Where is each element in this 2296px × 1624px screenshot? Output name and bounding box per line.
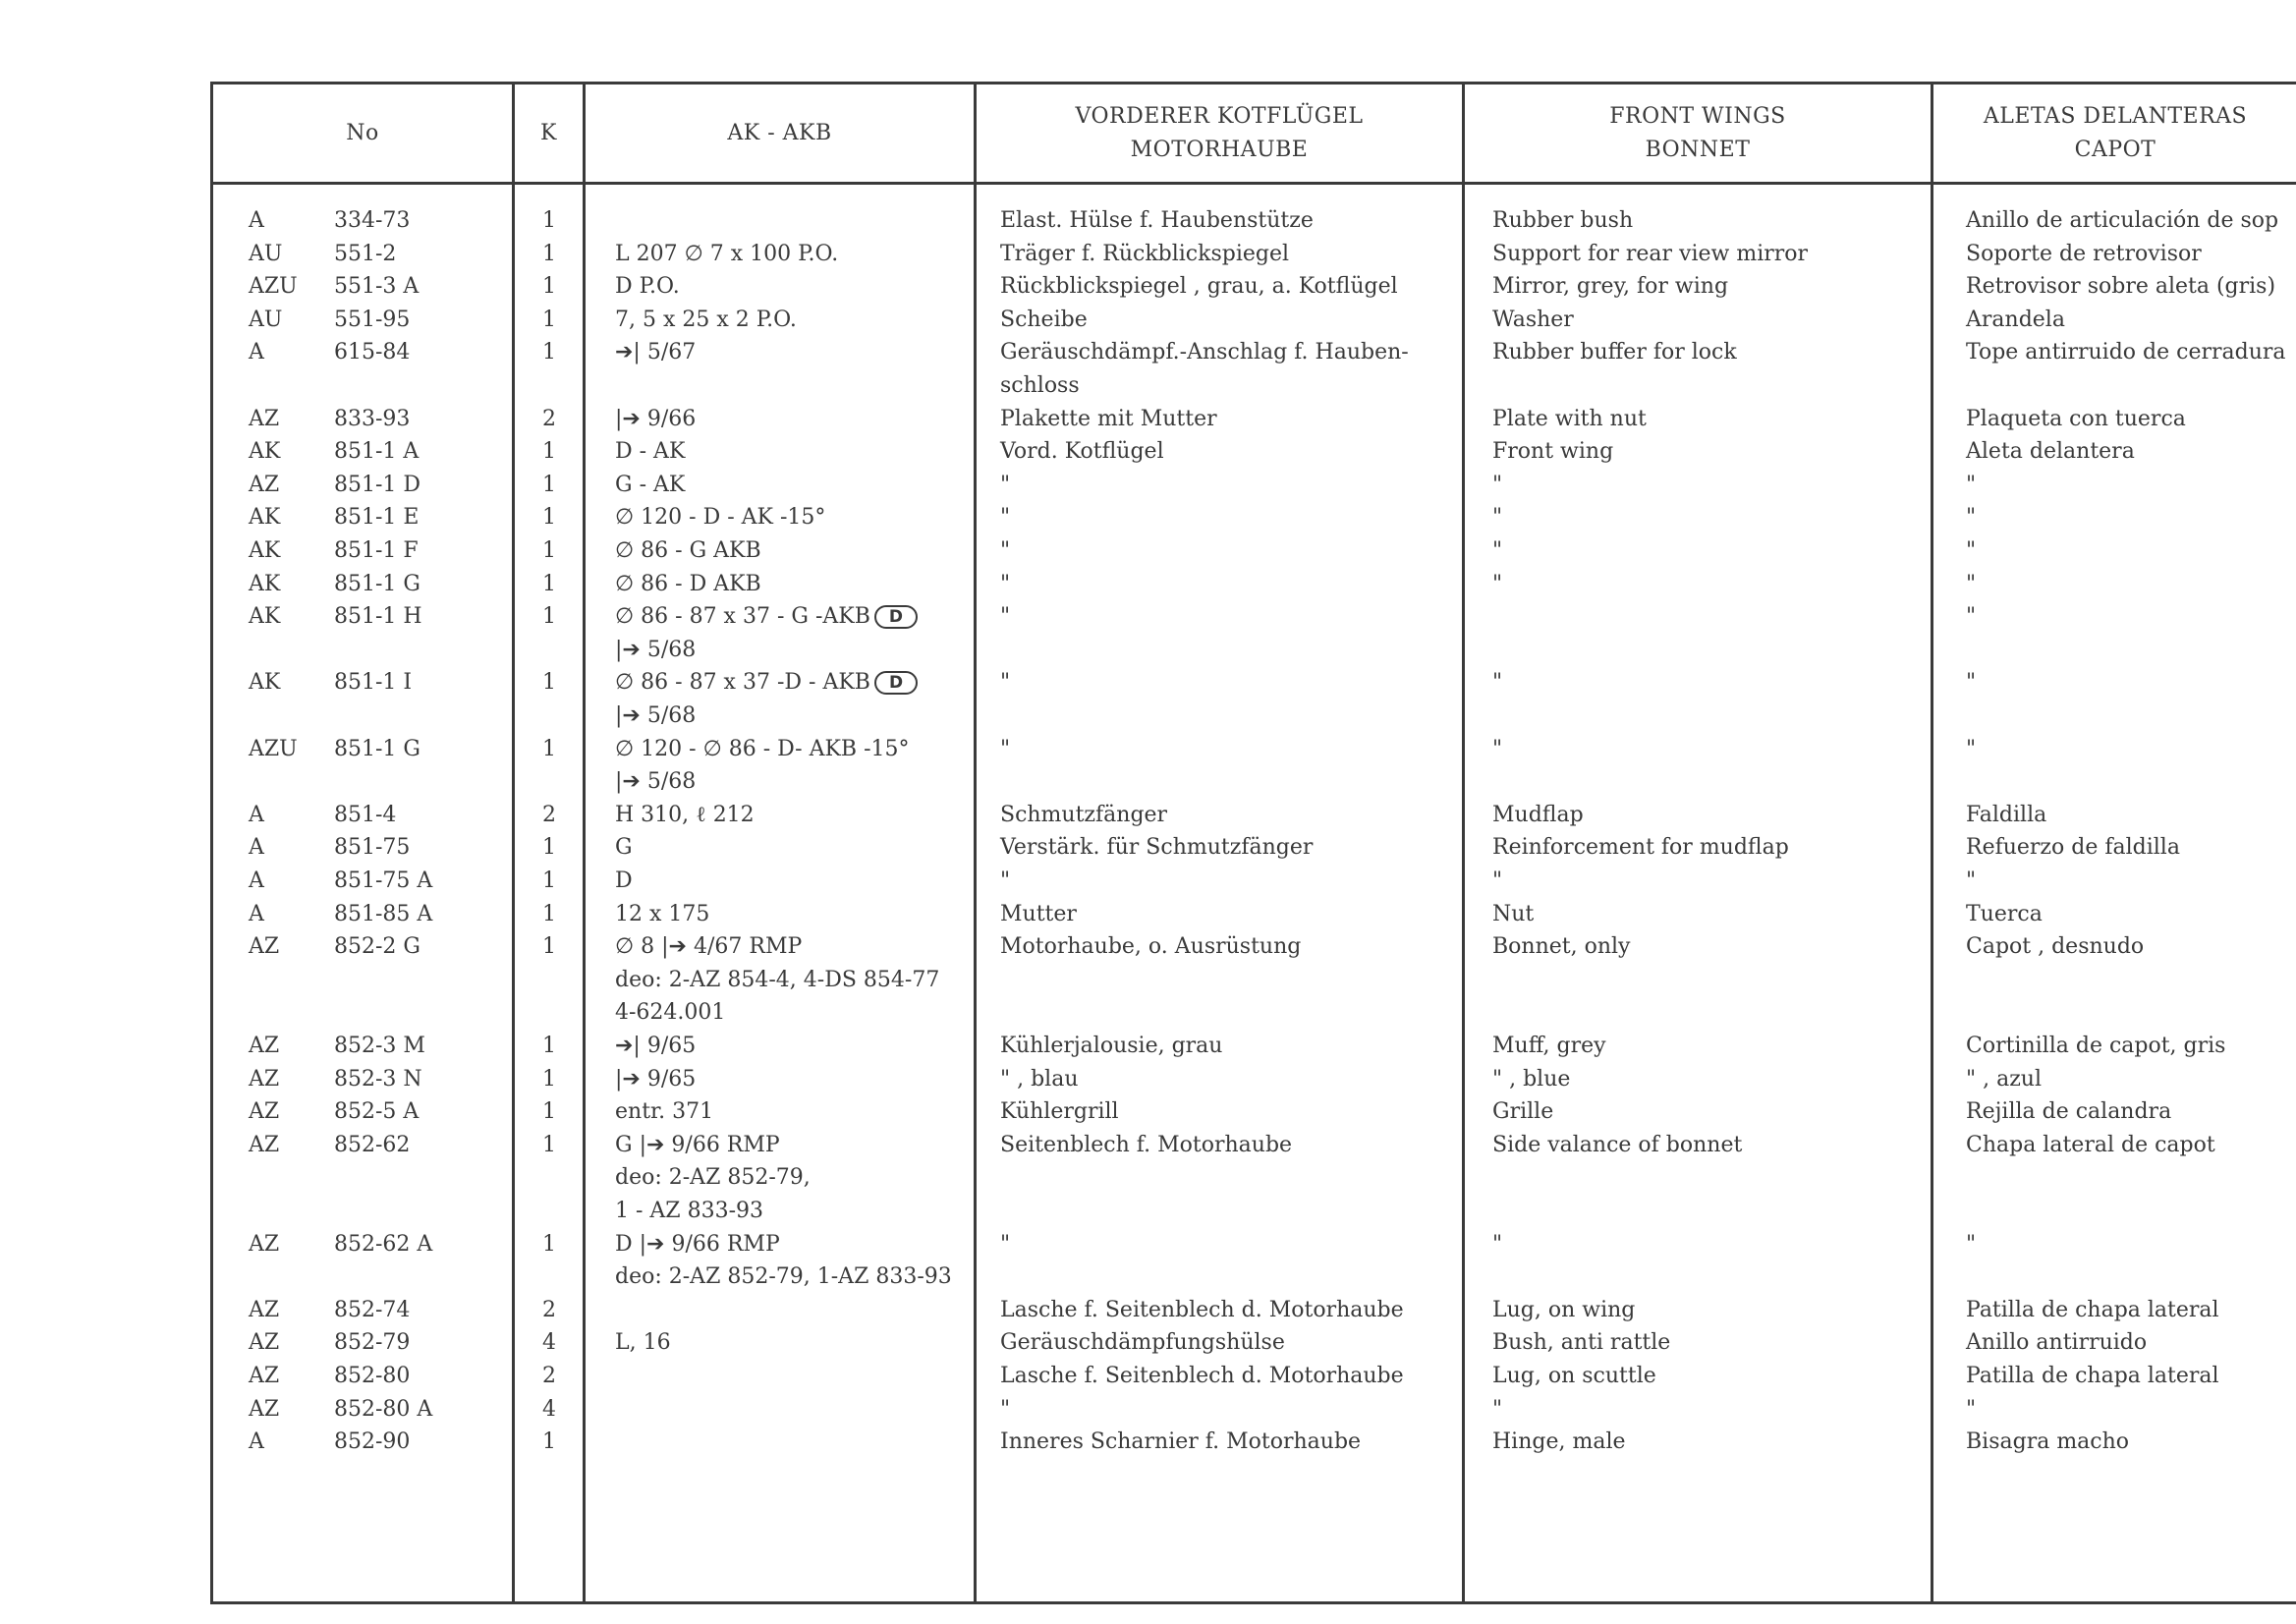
part-number: 851-1 A — [334, 439, 420, 465]
description-german: " — [1000, 868, 1011, 893]
part-prefix: A — [249, 1429, 264, 1455]
part-number: 551-2 — [334, 241, 397, 266]
column-divider — [512, 82, 515, 1604]
description-spanish: Chapa lateral de capot — [1966, 1132, 2215, 1157]
description-spanish: Cortinilla de capot, gris — [1966, 1034, 2226, 1058]
column-divider — [974, 82, 977, 1604]
ak-akb-spec: ➔| 9/65 — [615, 1034, 697, 1058]
description-english: Grille — [1492, 1099, 1554, 1125]
part-prefix: AZ — [249, 472, 280, 497]
quantity: 2 — [542, 802, 556, 827]
part-number: 851-1 E — [334, 505, 420, 531]
part-prefix: A — [249, 835, 264, 861]
part-prefix: AZ — [249, 934, 280, 960]
description-spanish: " — [1966, 670, 1977, 696]
part-number: 334-73 — [334, 208, 411, 233]
part-number: 615-84 — [334, 340, 411, 365]
part-number: 851-75 — [334, 835, 411, 861]
description-english: Lug, on wing — [1492, 1297, 1636, 1322]
part-number: 851-4 — [334, 802, 397, 827]
description-spanish: Bisagra macho — [1966, 1429, 2130, 1455]
description-german: " — [1000, 1231, 1011, 1257]
quantity: 1 — [542, 208, 556, 233]
quantity: 1 — [542, 868, 556, 893]
description-english: " , blue — [1492, 1066, 1571, 1092]
ak-akb-spec: 1 - AZ 833-93 — [615, 1199, 764, 1223]
part-number: 852-5 A — [334, 1099, 420, 1125]
quantity: 1 — [542, 274, 556, 300]
description-spanish: " — [1966, 1231, 1977, 1257]
description-german: Vord. Kotflügel — [1000, 439, 1164, 465]
part-number: 851-85 A — [334, 901, 433, 926]
description-spanish: Plaqueta con tuerca — [1966, 406, 2186, 431]
part-prefix: AZ — [249, 1330, 280, 1356]
header-german: VORDERER KOTFLÜGEL MOTORHAUBE — [1075, 103, 1364, 162]
description-german: Geräuschdämpfungshülse — [1000, 1330, 1285, 1356]
variant-badge: D — [874, 605, 918, 629]
quantity: 1 — [542, 307, 556, 332]
ak-akb-spec: 4-624.001 — [615, 1000, 726, 1026]
part-number: 852-3 N — [334, 1066, 422, 1092]
description-german: schloss — [1000, 373, 1080, 398]
quantity: 1 — [542, 439, 556, 465]
ak-akb-spec: G |➔ 9/66 RMP — [615, 1132, 780, 1157]
quantity: 1 — [542, 241, 556, 266]
ak-akb-spec: entr. 371 — [615, 1099, 714, 1125]
description-english: " — [1492, 1231, 1503, 1257]
quantity: 1 — [542, 835, 556, 861]
quantity: 4 — [542, 1330, 556, 1356]
ak-akb-spec: deo: 2-AZ 852-79, — [615, 1165, 811, 1191]
description-spanish: Arandela — [1966, 307, 2065, 332]
part-number: 851-1 H — [334, 604, 422, 630]
part-prefix: AZ — [249, 1297, 280, 1322]
description-spanish: Capot , desnudo — [1966, 934, 2145, 960]
description-spanish: " — [1966, 505, 1977, 531]
quantity: 1 — [542, 472, 556, 497]
part-number: 833-93 — [334, 406, 411, 431]
description-german: " — [1000, 538, 1011, 563]
header-k: K — [540, 120, 557, 145]
description-german: Träger f. Rückblickspiegel — [1000, 241, 1290, 266]
description-german: Lasche f. Seitenblech d. Motorhaube — [1000, 1364, 1404, 1388]
part-prefix: A — [249, 340, 264, 365]
ak-akb-spec: deo: 2-AZ 852-79, 1-AZ 833-93 — [615, 1264, 952, 1290]
header-no: No — [346, 120, 379, 145]
description-english: Muff, grey — [1492, 1034, 1606, 1058]
ak-akb-spec: ∅ 86 - G AKB — [615, 538, 761, 563]
description-english: Rubber buffer for lock — [1492, 340, 1737, 365]
description-german: " — [1000, 1396, 1011, 1422]
part-number: 852-3 M — [334, 1034, 425, 1058]
quantity: 1 — [542, 934, 556, 960]
part-number: 851-1 I — [334, 670, 413, 696]
description-english: Support for rear view mirror — [1492, 241, 1809, 266]
description-spanish: Faldilla — [1966, 802, 2047, 827]
ak-akb-spec: ∅ 86 - 87 x 37 -D - AKB D — [615, 668, 918, 698]
part-prefix: A — [249, 868, 264, 893]
part-prefix: AU — [249, 307, 283, 332]
quantity: 2 — [542, 1297, 556, 1322]
description-german: Rückblickspiegel , grau, a. Kotflügel — [1000, 274, 1398, 300]
description-spanish: " — [1966, 604, 1977, 630]
description-spanish: " — [1966, 538, 1977, 563]
description-german: " — [1000, 571, 1011, 596]
description-spanish: " — [1966, 472, 1977, 497]
description-german: Scheibe — [1000, 307, 1088, 332]
description-spanish: Tuerca — [1966, 901, 2043, 926]
part-prefix: AZ — [249, 1231, 280, 1257]
description-german: Schmutzfänger — [1000, 802, 1168, 827]
quantity: 1 — [542, 571, 556, 596]
quantity: 2 — [542, 1364, 556, 1388]
description-spanish: Aleta delantera — [1966, 439, 2135, 465]
quantity: 1 — [542, 538, 556, 563]
description-english: Bonnet, only — [1492, 934, 1631, 960]
description-german: Mutter — [1000, 901, 1077, 926]
column-divider — [1931, 82, 1933, 1604]
header-english: FRONT WINGS BONNET — [1609, 103, 1786, 162]
quantity: 1 — [542, 340, 556, 365]
description-spanish: Refuerzo de faldilla — [1966, 835, 2180, 861]
description-english: " — [1492, 571, 1503, 596]
ak-akb-spec: 12 x 175 — [615, 901, 710, 926]
ak-akb-spec: ➔| 5/67 — [615, 340, 697, 365]
ak-akb-spec: D |➔ 9/66 RMP — [615, 1231, 780, 1257]
quantity: 1 — [542, 1066, 556, 1092]
part-number: 852-2 G — [334, 934, 420, 960]
description-english: " — [1492, 472, 1503, 497]
part-prefix: AZ — [249, 1132, 280, 1157]
ak-akb-spec: G — [615, 835, 633, 861]
quantity: 1 — [542, 736, 556, 761]
quantity: 1 — [542, 505, 556, 531]
description-english: Hinge, male — [1492, 1429, 1626, 1455]
part-prefix: AZU — [249, 274, 298, 300]
part-number: 852-79 — [334, 1330, 411, 1356]
description-english: Mudflap — [1492, 802, 1584, 827]
description-spanish: " — [1966, 868, 1977, 893]
description-german: Motorhaube, o. Ausrüstung — [1000, 934, 1302, 960]
quantity: 1 — [542, 1132, 556, 1157]
part-prefix: AU — [249, 241, 283, 266]
part-number: 852-74 — [334, 1297, 411, 1322]
part-prefix: AZ — [249, 1099, 280, 1125]
part-prefix: AK — [249, 505, 281, 531]
description-german: Lasche f. Seitenblech d. Motorhaube — [1000, 1297, 1404, 1322]
part-number: 852-80 A — [334, 1396, 433, 1422]
part-number: 551-3 A — [334, 274, 420, 300]
part-number: 851-1 G — [334, 736, 420, 761]
ak-akb-spec: |➔ 9/66 — [615, 406, 697, 431]
column-divider — [1462, 82, 1465, 1604]
description-english: Reinforcement for mudflap — [1492, 835, 1789, 861]
description-spanish: Tope antirruido de cerradura — [1966, 340, 2286, 365]
description-spanish: Patilla de chapa lateral — [1966, 1364, 2219, 1388]
part-number: 851-1 D — [334, 472, 421, 497]
ak-akb-spec: ∅ 120 - D - AK -15° — [615, 505, 826, 531]
ak-akb-spec: D - AK — [615, 439, 686, 465]
part-prefix: AZ — [249, 406, 280, 431]
description-english: " — [1492, 1396, 1503, 1422]
variant-badge: D — [874, 671, 918, 695]
ak-akb-spec: L, 16 — [615, 1330, 671, 1356]
description-english: " — [1492, 736, 1503, 761]
ak-akb-spec: ∅ 120 - ∅ 86 - D- AKB -15° — [615, 736, 910, 761]
description-english: Mirror, grey, for wing — [1492, 274, 1729, 300]
part-prefix: AK — [249, 439, 281, 465]
part-prefix: A — [249, 802, 264, 827]
ak-akb-spec: |➔ 5/68 — [615, 769, 697, 795]
part-number: 852-80 — [334, 1364, 411, 1388]
part-prefix: AZ — [249, 1364, 280, 1388]
description-german: Verstärk. für Schmutzfänger — [1000, 835, 1314, 861]
part-number: 851-1 G — [334, 571, 420, 596]
part-number: 852-62 A — [334, 1231, 433, 1257]
quantity: 1 — [542, 1099, 556, 1125]
ak-akb-spec: |➔ 5/68 — [615, 703, 697, 728]
description-german: Kühlerjalousie, grau — [1000, 1034, 1223, 1058]
description-spanish: " — [1966, 736, 1977, 761]
column-divider — [583, 82, 586, 1604]
part-prefix: AK — [249, 670, 281, 696]
part-prefix: A — [249, 208, 264, 233]
description-english: " — [1492, 868, 1503, 893]
description-german: Kühlergrill — [1000, 1099, 1119, 1125]
quantity: 1 — [542, 901, 556, 926]
ak-akb-spec: L 207 ∅ 7 x 100 P.O. — [615, 241, 839, 266]
part-prefix: AK — [249, 571, 281, 596]
description-german: Geräuschdämpf.-Anschlag f. Hauben- — [1000, 340, 1409, 365]
ak-akb-spec: ∅ 86 - 87 x 37 - G -AKB D — [615, 602, 918, 632]
description-english: " — [1492, 505, 1503, 531]
ak-akb-spec: D — [615, 868, 633, 893]
description-spanish: Soporte de retrovisor — [1966, 241, 2202, 266]
description-german: Inneres Scharnier f. Motorhaube — [1000, 1429, 1362, 1455]
description-english: Bush, anti rattle — [1492, 1330, 1671, 1356]
description-spanish: Retrovisor sobre aleta (gris) — [1966, 274, 2276, 300]
header-spanish: ALETAS DELANTERAS CAPOT — [1983, 103, 2248, 162]
description-english: " — [1492, 670, 1503, 696]
description-english: Rubber bush — [1492, 208, 1634, 233]
part-number: 851-75 A — [334, 868, 433, 893]
part-prefix: A — [249, 901, 264, 926]
ak-akb-spec: G - AK — [615, 472, 686, 497]
description-english: Lug, on scuttle — [1492, 1364, 1656, 1388]
ak-akb-spec: 7, 5 x 25 x 2 P.O. — [615, 307, 797, 332]
description-english: Plate with nut — [1492, 406, 1647, 431]
description-spanish: " — [1966, 1396, 1977, 1422]
quantity: 1 — [542, 1034, 556, 1058]
part-number: 851-1 F — [334, 538, 419, 563]
quantity: 1 — [542, 1231, 556, 1257]
description-german: Seitenblech f. Motorhaube — [1000, 1132, 1293, 1157]
description-german: Elast. Hülse f. Haubenstütze — [1000, 208, 1314, 233]
description-german: Plakette mit Mutter — [1000, 406, 1217, 431]
description-spanish: Anillo antirruido — [1966, 1330, 2148, 1356]
description-german: " — [1000, 472, 1011, 497]
header-ak-akb: AK - AKB — [727, 120, 832, 145]
ak-akb-spec: ∅ 8 |➔ 4/67 RMP — [615, 934, 803, 960]
description-spanish: Patilla de chapa lateral — [1966, 1297, 2219, 1322]
description-german: " — [1000, 670, 1011, 696]
description-english: " — [1492, 538, 1503, 563]
description-german: " — [1000, 505, 1011, 531]
part-number: 852-90 — [334, 1429, 411, 1455]
part-prefix: AK — [249, 538, 281, 563]
ak-akb-spec: |➔ 9/65 — [615, 1066, 697, 1092]
description-english: Front wing — [1492, 439, 1614, 465]
header-divider — [210, 182, 2296, 185]
quantity: 4 — [542, 1396, 556, 1422]
description-german: " — [1000, 736, 1011, 761]
part-number: 551-95 — [334, 307, 411, 332]
description-english: Side valance of bonnet — [1492, 1132, 1743, 1157]
description-english: Nut — [1492, 901, 1535, 926]
description-german: " — [1000, 604, 1011, 630]
description-spanish: Anillo de articulación de sop — [1966, 208, 2279, 233]
part-prefix: AK — [249, 604, 281, 630]
quantity: 1 — [542, 670, 556, 696]
description-english: Washer — [1492, 307, 1574, 332]
ak-akb-spec: deo: 2-AZ 854-4, 4-DS 854-77 — [615, 967, 940, 992]
part-prefix: AZ — [249, 1396, 280, 1422]
ak-akb-spec: D P.O. — [615, 274, 680, 300]
description-german: " , blau — [1000, 1066, 1079, 1092]
ak-akb-spec: ∅ 86 - D AKB — [615, 571, 761, 596]
part-number: 852-62 — [334, 1132, 411, 1157]
part-prefix: AZ — [249, 1034, 280, 1058]
part-prefix: AZ — [249, 1066, 280, 1092]
quantity: 1 — [542, 604, 556, 630]
ak-akb-spec: H 310, ℓ 212 — [615, 802, 755, 827]
description-spanish: " , azul — [1966, 1066, 2043, 1092]
description-spanish: Rejilla de calandra — [1966, 1099, 2172, 1125]
part-prefix: AZU — [249, 736, 298, 761]
ak-akb-spec: |➔ 5/68 — [615, 637, 697, 662]
quantity: 1 — [542, 1429, 556, 1455]
quantity: 2 — [542, 406, 556, 431]
description-spanish: " — [1966, 571, 1977, 596]
